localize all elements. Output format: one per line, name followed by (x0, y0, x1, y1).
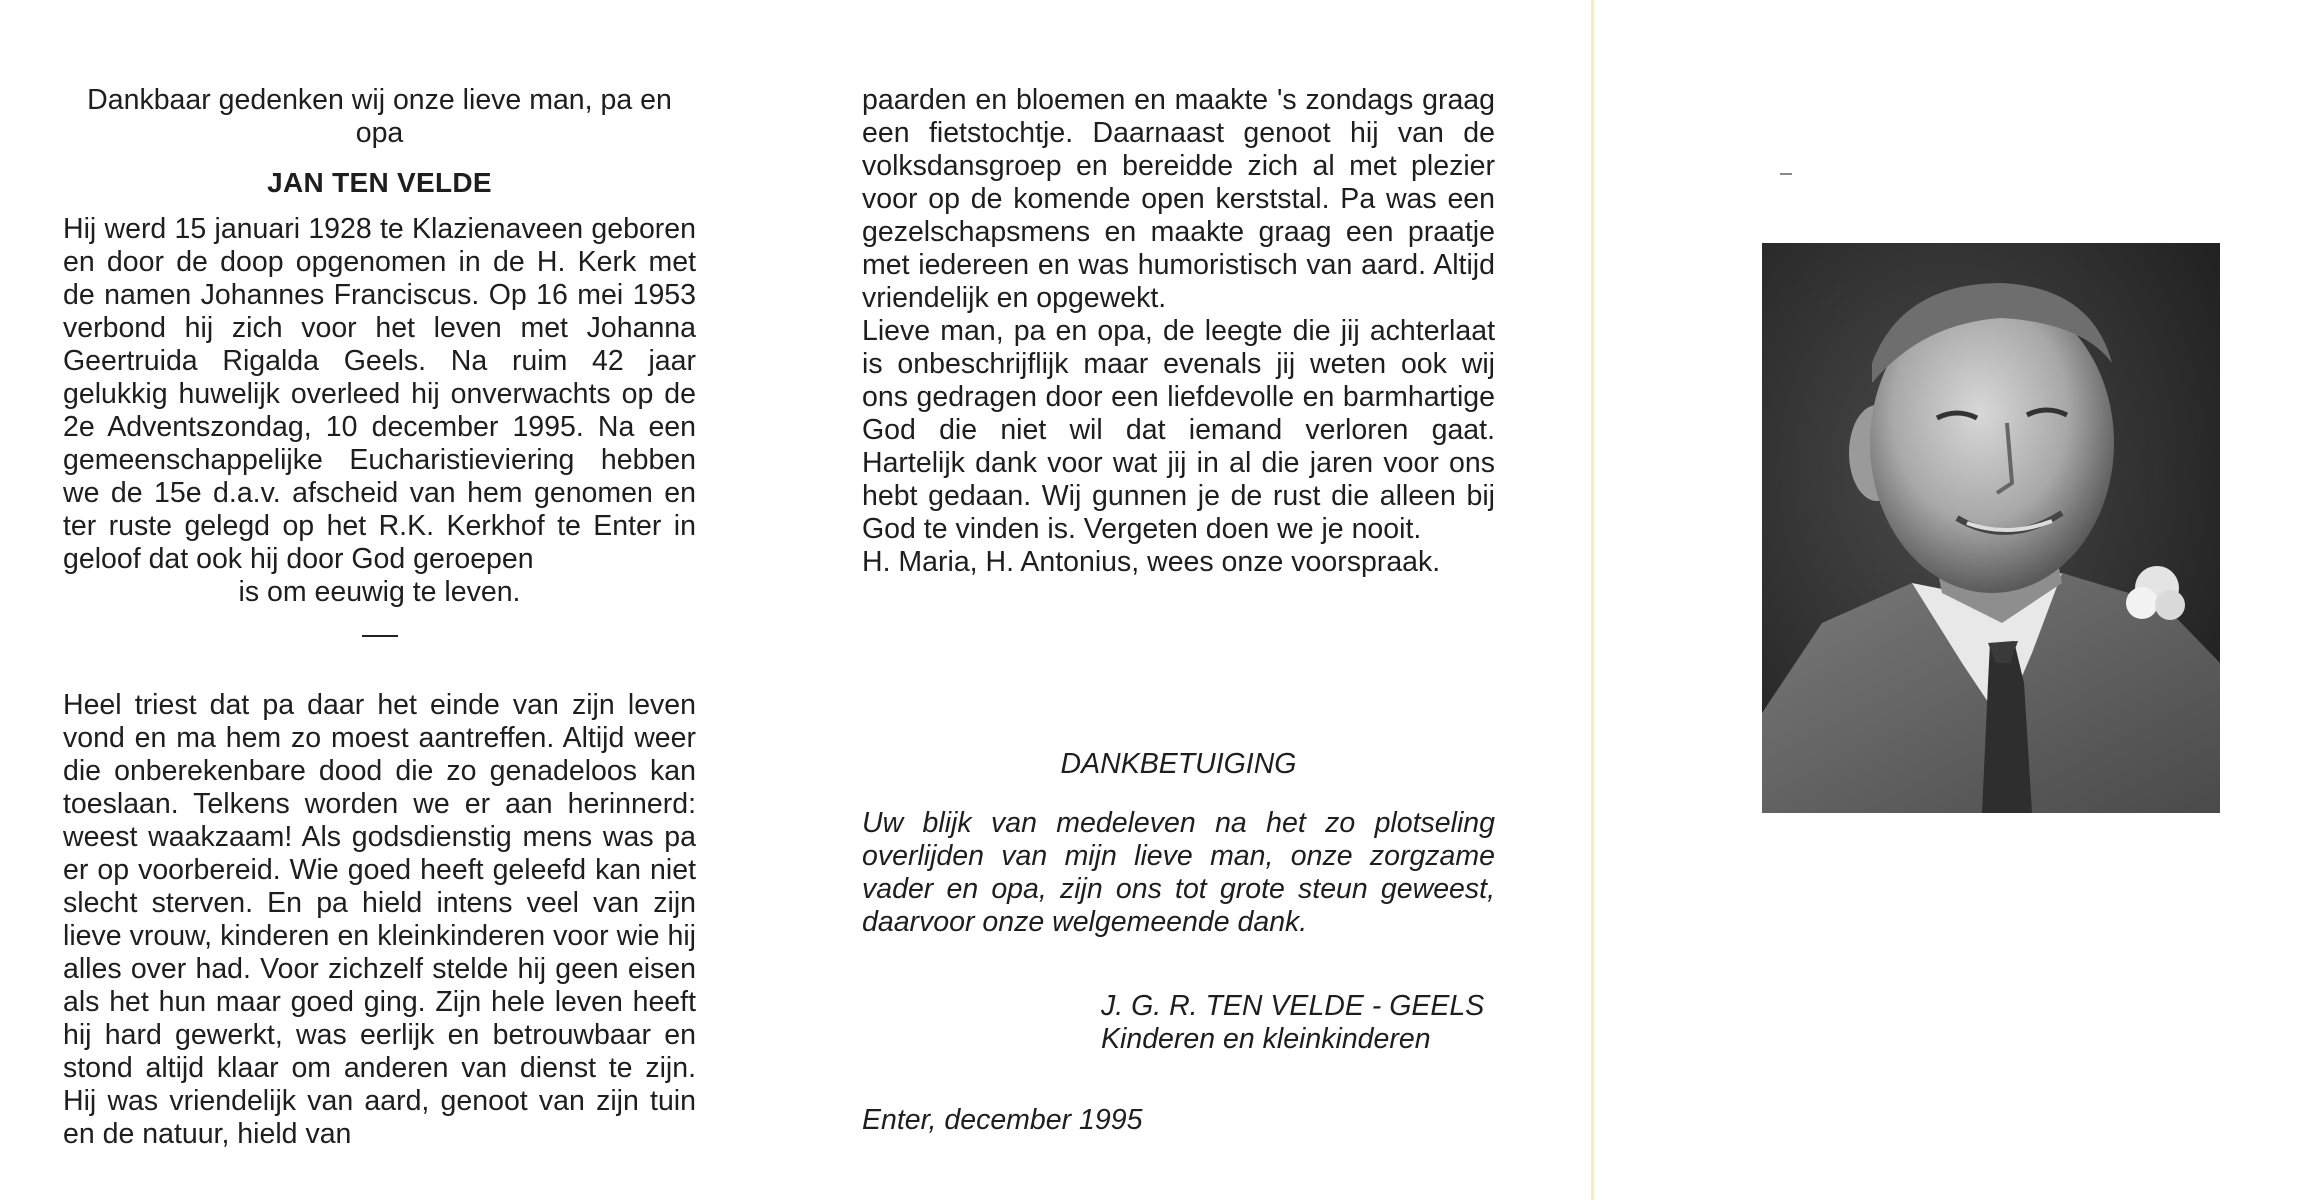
intro-text: Dankbaar gedenken wij onze lieve man, pa en opa (87, 84, 672, 149)
portrait-photo-icon (1762, 243, 2220, 813)
biography-end: is om eeuwig te leven. (238, 576, 521, 608)
acknowledgement-title: DANKBETUIGING (1060, 748, 1297, 780)
acknowledgement-block (862, 748, 1495, 939)
acknowledgement-text: Uw blijk van medeleven na het zo plotseling overlijden van mijn lieve man, onze zorgzame vader en opa, zijn ons tot grote steun geweest, daarvoor onze welgemeende dank. (862, 807, 1495, 938)
prayer-text: H. Maria, H. Antonius, wees onze voorspraak. (862, 546, 1441, 578)
signature-block (1101, 990, 1484, 1056)
continuation-text: paarden en bloemen en maakte 's zondags graag een fietstochtje. Daarnaast genoot hij van de volksdansgroep en bereidde zich al met plezier voor op de komende open kerststal. Pa was een gezelschapsmens en maakte graag een praatje met iedereen en was humoristisch van aard. Altijd vriendelijk en opgewekt. (862, 84, 1495, 314)
farewell-text: Lieve man, pa en opa, de leegte die jij achterlaat is onbeschrijflijk maar evenals jij weten ook wij ons gedragen door een liefdevolle en barmhartige God die niet wil dat iemand verloren gaat. Hartelijk dank voor wat jij in al die jaren voor ons hebt gedaan. Wij gunnen je de rust die alleen bij God te vinden is. Vergeten doen we je nooit. (862, 315, 1495, 545)
signer-family: Kinderen en kleinkinderen (1101, 1023, 1431, 1055)
biography-text: Hij werd 15 januari 1928 te Klazienaveen geboren en door de doop opgenomen in de H. Kerk met de namen Johannes Franciscus. Op 16 mei 1953 verbond hij zich voor het leven met Johanna Geertruida Rigalda Geels. Na ruim 42 jaar gelukkig huwelijk overleed hij onverwachts op de 2e Adventszondag, 10 december 1995. Na een gemeenschappelijke Eucharistieviering hebben we de 15e d.a.v. afscheid van hem genomen en ter ruste gelegd op het R.K. Kerkhof te Enter in geloof dat ook hij door God geroepen (63, 213, 696, 575)
place-date: Enter, december 1995 (862, 1104, 1143, 1136)
memory-text: Heel triest dat pa daar het einde van zijn leven vond en ma hem zo moest aantreffen. Altijd weer die onberekenbare dood die zo genadeloos kan toeslaan. Telkens worden we er aan herinnerd: weest waakzaam! Als godsdienstig mens was pa er op voorbereid. Wie goed heeft geleefd kan niet slecht sterven. En pa hield intens veel van zijn lieve vrouw, kinderen en kleinkinderen voor wie hij alles over had. Voor zichzelf stelde hij geen eisen als het hun maar goed ging. Zijn hele leven heeft hij hard gewerkt, was eerlijk en betrouwbaar en stond altijd klaar om anderen van dienst te zijn. Hij was vriendelijk van aard, genoot van zijn tuin en de natuur, hield van (63, 689, 696, 1150)
signer-name: J. G. R. TEN VELDE - GEELS (1101, 990, 1485, 1022)
middle-column (862, 84, 1495, 579)
portrait-image (1762, 243, 2220, 813)
left-column (63, 84, 696, 1151)
fold-line (1591, 0, 1594, 1200)
small-mark (1780, 173, 1792, 175)
section-divider (362, 635, 398, 637)
deceased-name: JAN TEN VELDE (267, 167, 492, 198)
